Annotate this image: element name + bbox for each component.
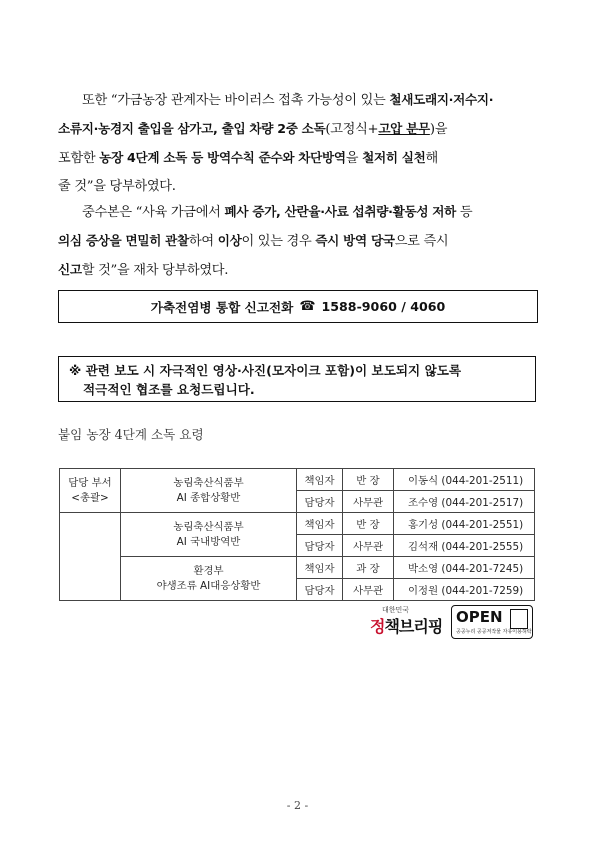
para2-line3: 신고할 것”을 재차 당부하였다. (58, 262, 229, 278)
position-cell: 사무관 (343, 535, 394, 557)
position-cell: 반 장 (343, 513, 394, 535)
role-cell: 책임자 (297, 513, 343, 535)
para2-line1: 중수본은 “사육 가금에서 폐사 증가, 산란율·사료 섭취량·활동성 저하 등 (82, 204, 473, 220)
paragraph-1 (58, 86, 538, 201)
person-icon (510, 609, 528, 629)
org-cell: 농림축산식품부 AI 종합상황반 (121, 469, 297, 513)
role-cell: 담당자 (297, 491, 343, 513)
org-cell: 농림축산식품부 AI 국내방역반 (121, 513, 297, 557)
dept-sub: <총괄> (71, 491, 109, 504)
org-cell: 환경부 야생조류 AI대응상황반 (121, 557, 297, 601)
page-number: - 2 - (286, 799, 309, 812)
person-cell: 박소영 (044-201-7245) (394, 557, 535, 579)
position-cell: 반 장 (343, 469, 394, 491)
para1-line3: 포함한 농장 4단계 소독 등 방역수칙 준수와 차단방역을 철저히 실천해 (58, 150, 438, 166)
role-cell: 담당자 (297, 579, 343, 601)
dept-header: 담당 부서 (68, 476, 112, 489)
table-row (60, 513, 535, 535)
person-cell: 이정원 (044-201-7259) (394, 579, 535, 601)
para2-line2: 의심 증상을 면밀히 관찰하여 이상이 있는 경우 즉시 방역 당국으로 즉시 (58, 233, 449, 249)
para1-line1: 또한 “가금농장 관계자는 바이러스 접촉 가능성이 있는 철새도래지·저수지· (82, 92, 494, 108)
notice-line-1: ※ 관련 보도 시 자극적인 영상·사진(모자이크 포함)이 보도되지 않도록 (69, 363, 462, 378)
open-license-logo: OPEN 공공누리 공공저작물 자유이용허락 (451, 605, 533, 639)
person-cell: 홍기성 (044-201-2551) (394, 513, 535, 535)
table-row (60, 469, 535, 491)
person-cell: 김석재 (044-201-2555) (394, 535, 535, 557)
hotline-number: 1588-9060 / 4060 (321, 299, 446, 314)
dept-header-cell (60, 469, 121, 513)
para1-line2: 소류지·농경지 출입을 삼가고, 출입 차량 2중 소독(고정식+고압 분무)을 (58, 121, 448, 137)
attachment-title: 붙임 농장 4단계 소독 요령 (58, 427, 204, 442)
notice-box (58, 356, 536, 402)
table-row (60, 557, 535, 579)
para1-line4: 줄 것”을 당부하였다. (58, 179, 176, 194)
phone-icon: ☎ (299, 299, 316, 314)
role-cell: 책임자 (297, 557, 343, 579)
dept-empty-cell (60, 513, 121, 601)
notice-line-2: 적극적인 협조를 요청드립니다. (83, 382, 255, 397)
person-cell: 이동식 (044-201-2511) (394, 469, 535, 491)
role-cell: 담당자 (297, 535, 343, 557)
hotline-label: 가축전염병 통합 신고전화 (150, 300, 294, 315)
position-cell: 과 장 (343, 557, 394, 579)
position-cell: 사무관 (343, 579, 394, 601)
policy-briefing-logo: 대한민국 정책브리핑 (370, 606, 443, 636)
contacts-table (59, 468, 535, 601)
paragraph-2 (58, 198, 538, 285)
person-cell: 조수영 (044-201-2517) (394, 491, 535, 513)
role-cell: 책임자 (297, 469, 343, 491)
position-cell: 사무관 (343, 491, 394, 513)
hotline-box (58, 290, 538, 323)
